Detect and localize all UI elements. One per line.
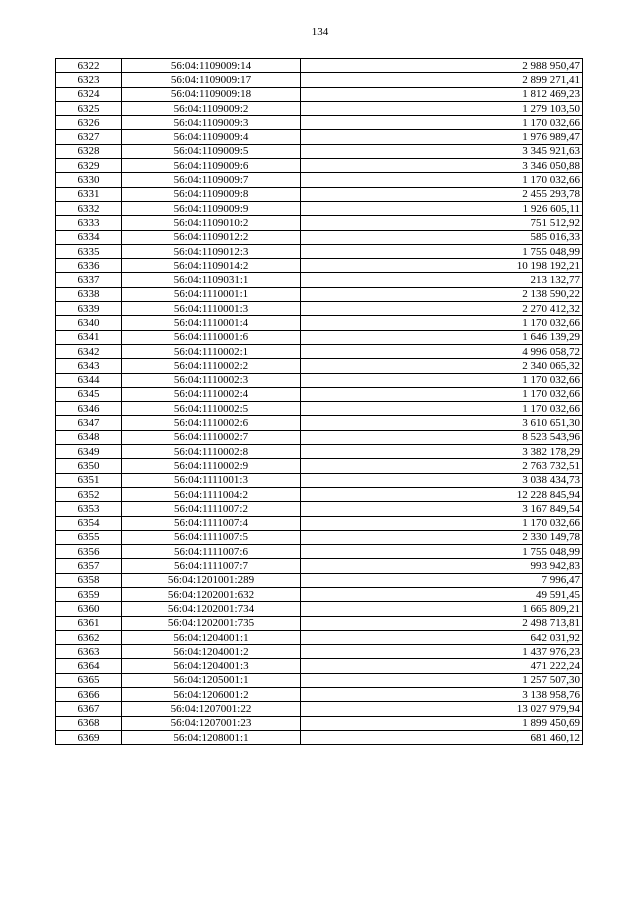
table-row	[56, 359, 583, 373]
table-row	[56, 373, 583, 387]
row-number-cell: 6354	[56, 516, 122, 530]
cadastral-value-cell: 471 222,24	[301, 659, 583, 673]
row-number-cell: 6368	[56, 716, 122, 730]
cadastral-number-cell: 56:04:1111004:2	[122, 487, 301, 501]
table-row	[56, 101, 583, 115]
cadastral-value-cell: 2 988 950,47	[301, 59, 583, 73]
table-row	[56, 702, 583, 716]
table-row	[56, 287, 583, 301]
cadastral-value-cell: 2 270 412,32	[301, 302, 583, 316]
row-number-cell: 6330	[56, 173, 122, 187]
table-row	[56, 688, 583, 702]
cadastral-number-cell: 56:04:1110002:9	[122, 459, 301, 473]
row-number-cell: 6361	[56, 616, 122, 630]
row-number-cell: 6331	[56, 187, 122, 201]
cadastral-number-cell: 56:04:1109009:8	[122, 187, 301, 201]
table-row	[56, 144, 583, 158]
row-number-cell: 6338	[56, 287, 122, 301]
cadastral-value-cell: 1 437 976,23	[301, 645, 583, 659]
cadastral-number-cell: 56:04:1111007:4	[122, 516, 301, 530]
row-number-cell: 6336	[56, 259, 122, 273]
row-number-cell: 6333	[56, 216, 122, 230]
cadastral-number-cell: 56:04:1111001:3	[122, 473, 301, 487]
cadastral-number-cell: 56:04:1110002:1	[122, 344, 301, 358]
cadastral-value-cell: 1 755 048,99	[301, 244, 583, 258]
table-row	[56, 244, 583, 258]
cadastral-number-cell: 56:04:1205001:1	[122, 673, 301, 687]
table-row	[56, 673, 583, 687]
table-row	[56, 302, 583, 316]
cadastral-value-cell: 10 198 192,21	[301, 259, 583, 273]
table-row	[56, 230, 583, 244]
table-row	[56, 116, 583, 130]
cadastral-number-cell: 56:04:1110002:7	[122, 430, 301, 444]
cadastral-value-cell: 2 138 590,22	[301, 287, 583, 301]
table-row	[56, 559, 583, 573]
row-number-cell: 6364	[56, 659, 122, 673]
table-row	[56, 530, 583, 544]
cadastral-number-cell: 56:04:1109009:18	[122, 87, 301, 101]
row-number-cell: 6332	[56, 201, 122, 215]
table-row	[56, 73, 583, 87]
cadastral-value-cell: 49 591,45	[301, 587, 583, 601]
table-row	[56, 730, 583, 744]
cadastral-number-cell: 56:04:1202001:632	[122, 587, 301, 601]
table-row	[56, 630, 583, 644]
table-row	[56, 273, 583, 287]
table-row	[56, 616, 583, 630]
cadastral-number-cell: 56:04:1110001:1	[122, 287, 301, 301]
cadastral-number-cell: 56:04:1109009:6	[122, 159, 301, 173]
table-row	[56, 445, 583, 459]
row-number-cell: 6345	[56, 387, 122, 401]
cadastral-value-cell: 3 345 921,63	[301, 144, 583, 158]
cadastral-number-cell: 56:04:1109031:1	[122, 273, 301, 287]
row-number-cell: 6351	[56, 473, 122, 487]
cadastral-number-cell: 56:04:1111007:6	[122, 545, 301, 559]
cadastral-value-cell: 1 665 809,21	[301, 602, 583, 616]
table-row	[56, 402, 583, 416]
row-number-cell: 6369	[56, 730, 122, 744]
row-number-cell: 6326	[56, 116, 122, 130]
cadastral-value-cell: 2 498 713,81	[301, 616, 583, 630]
cadastral-number-cell: 56:04:1111007:2	[122, 502, 301, 516]
cadastral-value-cell: 1 899 450,69	[301, 716, 583, 730]
cadastral-number-cell: 56:04:1110001:3	[122, 302, 301, 316]
row-number-cell: 6346	[56, 402, 122, 416]
cadastral-value-cell: 13 027 979,94	[301, 702, 583, 716]
cadastral-value-cell: 3 610 651,30	[301, 416, 583, 430]
row-number-cell: 6343	[56, 359, 122, 373]
table-row	[56, 159, 583, 173]
cadastral-value-cell: 2 340 065,32	[301, 359, 583, 373]
cadastral-value-cell: 681 460,12	[301, 730, 583, 744]
table-row	[56, 416, 583, 430]
cadastral-value-cell: 1 170 032,66	[301, 516, 583, 530]
cadastral-number-cell: 56:04:1204001:1	[122, 630, 301, 644]
cadastral-value-cell: 2 899 271,41	[301, 73, 583, 87]
table-row	[56, 173, 583, 187]
row-number-cell: 6363	[56, 645, 122, 659]
table-row	[56, 87, 583, 101]
table-row	[56, 659, 583, 673]
cadastral-value-cell: 1 755 048,99	[301, 545, 583, 559]
cadastral-number-cell: 56:04:1202001:734	[122, 602, 301, 616]
cadastral-number-cell: 56:04:1207001:22	[122, 702, 301, 716]
row-number-cell: 6348	[56, 430, 122, 444]
row-number-cell: 6355	[56, 530, 122, 544]
cadastral-number-cell: 56:04:1109009:17	[122, 73, 301, 87]
cadastral-value-cell: 2 455 293,78	[301, 187, 583, 201]
row-number-cell: 6328	[56, 144, 122, 158]
cadastral-value-cell: 1 170 032,66	[301, 316, 583, 330]
row-number-cell: 6358	[56, 573, 122, 587]
table-row	[56, 216, 583, 230]
row-number-cell: 6324	[56, 87, 122, 101]
cadastral-value-cell: 213 132,77	[301, 273, 583, 287]
cadastral-number-cell: 56:04:1110002:3	[122, 373, 301, 387]
cadastral-number-cell: 56:04:1110002:5	[122, 402, 301, 416]
cadastral-number-cell: 56:04:1208001:1	[122, 730, 301, 744]
table-row	[56, 459, 583, 473]
table-row	[56, 130, 583, 144]
cadastral-number-cell: 56:04:1202001:735	[122, 616, 301, 630]
cadastral-value-cell: 1 170 032,66	[301, 173, 583, 187]
cadastral-number-cell: 56:04:1111007:7	[122, 559, 301, 573]
cadastral-number-cell: 56:04:1204001:3	[122, 659, 301, 673]
table-row	[56, 645, 583, 659]
row-number-cell: 6334	[56, 230, 122, 244]
cadastral-number-cell: 56:04:1204001:2	[122, 645, 301, 659]
cadastral-value-cell: 1 170 032,66	[301, 116, 583, 130]
page-number: 134	[311, 26, 329, 38]
cadastral-number-cell: 56:04:1109012:2	[122, 230, 301, 244]
cadastral-value-cell: 2 330 149,78	[301, 530, 583, 544]
cadastral-number-cell: 56:04:1110002:4	[122, 387, 301, 401]
row-number-cell: 6362	[56, 630, 122, 644]
row-number-cell: 6365	[56, 673, 122, 687]
cadastral-value-cell: 7 996,47	[301, 573, 583, 587]
table-row	[56, 716, 583, 730]
table-row	[56, 473, 583, 487]
cadastral-value-cell: 1 646 139,29	[301, 330, 583, 344]
table-row	[56, 387, 583, 401]
cadastral-number-cell: 56:04:1109009:5	[122, 144, 301, 158]
row-number-cell: 6356	[56, 545, 122, 559]
cadastral-value-cell: 3 346 050,88	[301, 159, 583, 173]
row-number-cell: 6349	[56, 445, 122, 459]
cadastral-number-cell: 56:04:1109009:4	[122, 130, 301, 144]
row-number-cell: 6347	[56, 416, 122, 430]
cadastral-value-cell: 3 038 434,73	[301, 473, 583, 487]
cadastral-number-cell: 56:04:1109009:9	[122, 201, 301, 215]
cadastral-value-cell: 1 170 032,66	[301, 373, 583, 387]
table-row	[56, 330, 583, 344]
table-row	[56, 201, 583, 215]
row-number-cell: 6340	[56, 316, 122, 330]
cadastral-number-cell: 56:04:1109009:3	[122, 116, 301, 130]
cadastral-value-cell: 3 167 849,54	[301, 502, 583, 516]
cadastral-value-cell: 3 382 178,29	[301, 445, 583, 459]
row-number-cell: 6344	[56, 373, 122, 387]
row-number-cell: 6360	[56, 602, 122, 616]
cadastral-value-cell: 2 763 732,51	[301, 459, 583, 473]
cadastral-number-cell: 56:04:1109009:2	[122, 101, 301, 115]
cadastral-value-cell: 1 257 507,30	[301, 673, 583, 687]
row-number-cell: 6329	[56, 159, 122, 173]
cadastral-number-cell: 56:04:1206001:2	[122, 688, 301, 702]
row-number-cell: 6341	[56, 330, 122, 344]
row-number-cell: 6325	[56, 101, 122, 115]
row-number-cell: 6357	[56, 559, 122, 573]
cadastral-value-cell: 993 942,83	[301, 559, 583, 573]
cadastral-value-cell: 1 170 032,66	[301, 387, 583, 401]
cadastral-value-cell: 1 279 103,50	[301, 101, 583, 115]
row-number-cell: 6359	[56, 587, 122, 601]
cadastral-number-cell: 56:04:1201001:289	[122, 573, 301, 587]
cadastral-value-cell: 1 976 989,47	[301, 130, 583, 144]
table-row	[56, 259, 583, 273]
row-number-cell: 6335	[56, 244, 122, 258]
table-row	[56, 344, 583, 358]
row-number-cell: 6339	[56, 302, 122, 316]
table-row	[56, 187, 583, 201]
cadastral-number-cell: 56:04:1110001:4	[122, 316, 301, 330]
cadastral-value-cell: 4 996 058,72	[301, 344, 583, 358]
table-row	[56, 430, 583, 444]
cadastral-value-table	[55, 58, 583, 745]
cadastral-value-cell: 1 170 032,66	[301, 402, 583, 416]
cadastral-number-cell: 56:04:1110001:6	[122, 330, 301, 344]
table-row	[56, 59, 583, 73]
row-number-cell: 6353	[56, 502, 122, 516]
cadastral-value-cell: 751 512,92	[301, 216, 583, 230]
cadastral-value-cell: 3 138 958,76	[301, 688, 583, 702]
row-number-cell: 6337	[56, 273, 122, 287]
row-number-cell: 6366	[56, 688, 122, 702]
cadastral-number-cell: 56:04:1109014:2	[122, 259, 301, 273]
table-row	[56, 573, 583, 587]
table-row	[56, 602, 583, 616]
table-row	[56, 516, 583, 530]
cadastral-number-cell: 56:04:1109010:2	[122, 216, 301, 230]
row-number-cell: 6350	[56, 459, 122, 473]
cadastral-number-cell: 56:04:1110002:8	[122, 445, 301, 459]
row-number-cell: 6322	[56, 59, 122, 73]
cadastral-value-cell: 1 926 605,11	[301, 201, 583, 215]
cadastral-value-cell: 642 031,92	[301, 630, 583, 644]
cadastral-value-cell: 585 016,33	[301, 230, 583, 244]
cadastral-number-cell: 56:04:1207001:23	[122, 716, 301, 730]
table-row	[56, 545, 583, 559]
cadastral-number-cell: 56:04:1110002:6	[122, 416, 301, 430]
cadastral-number-cell: 56:04:1109009:7	[122, 173, 301, 187]
table-row	[56, 487, 583, 501]
table-row	[56, 316, 583, 330]
cadastral-number-cell: 56:04:1110002:2	[122, 359, 301, 373]
table-row	[56, 587, 583, 601]
cadastral-value-cell: 12 228 845,94	[301, 487, 583, 501]
cadastral-value-cell: 8 523 543,96	[301, 430, 583, 444]
cadastral-number-cell: 56:04:1111007:5	[122, 530, 301, 544]
cadastral-number-cell: 56:04:1109012:3	[122, 244, 301, 258]
table-body	[56, 59, 583, 745]
row-number-cell: 6367	[56, 702, 122, 716]
cadastral-number-cell: 56:04:1109009:14	[122, 59, 301, 73]
row-number-cell: 6327	[56, 130, 122, 144]
row-number-cell: 6342	[56, 344, 122, 358]
row-number-cell: 6352	[56, 487, 122, 501]
table-row	[56, 502, 583, 516]
cadastral-value-cell: 1 812 469,23	[301, 87, 583, 101]
row-number-cell: 6323	[56, 73, 122, 87]
